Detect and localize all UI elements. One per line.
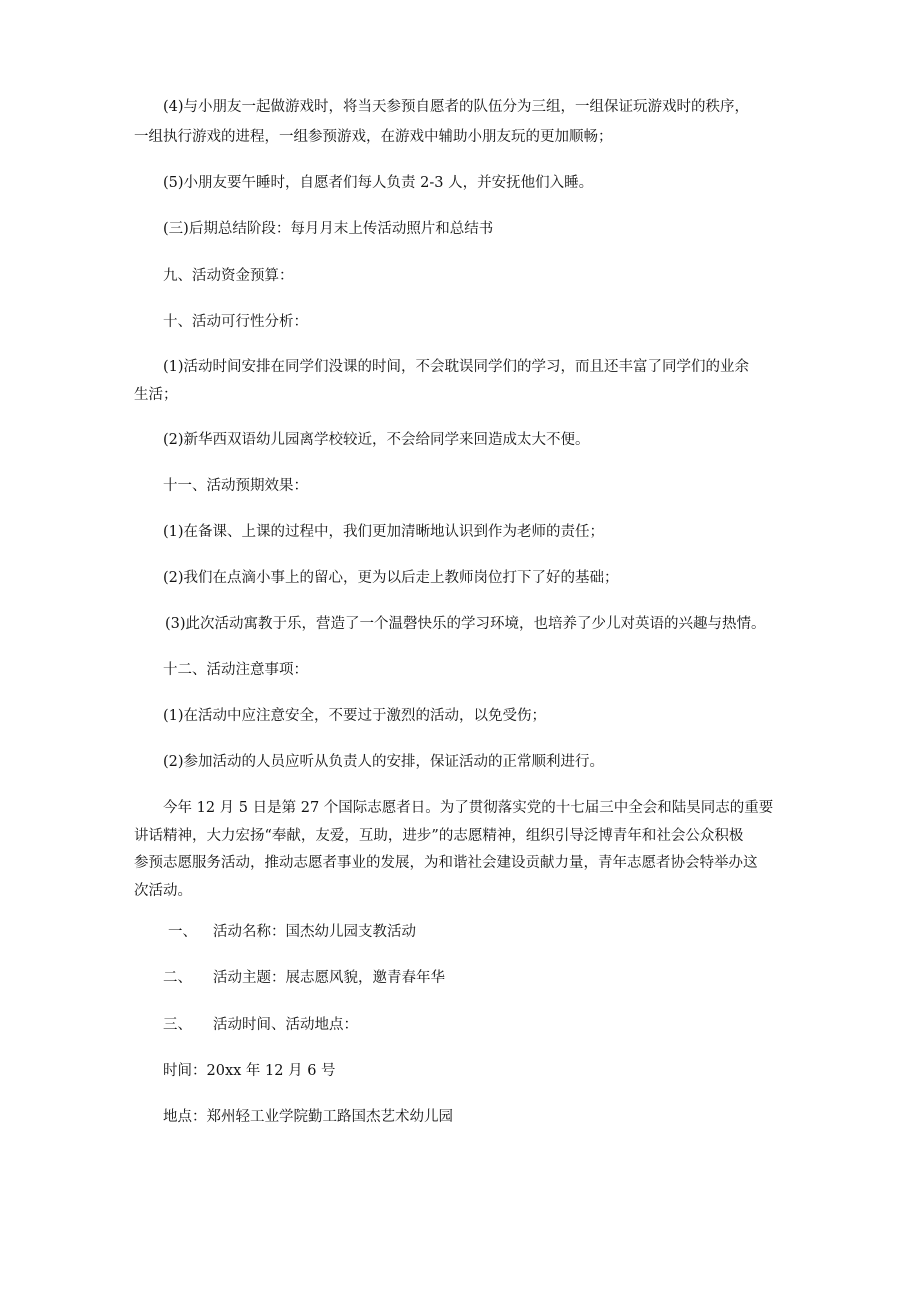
list-number: 二、	[163, 970, 192, 986]
text-line: 九、活动资金预算：	[163, 268, 294, 284]
text-line: (1)活动时间安排在同学们没课的时间，不会耽误同学们的学习，而且还丰富了同学们的业余	[163, 359, 750, 375]
text-line: (5)小朋友要午睡时，自愿者们每人负责 2-3 人，并安抚他们入睡。	[163, 175, 594, 191]
text-line: 讲话精神，大力宏扬“奉献，友爱，互助，进步”的志愿精神，组织引导泛博青年和社会公众积极	[134, 828, 744, 844]
text-line: 活动时间、活动地点：	[213, 1017, 358, 1033]
text-line: 一组执行游戏的进程，一组参预游戏，在游戏中辅助小朋友玩的更加顺畅；	[134, 129, 613, 145]
text-line: 地点：郑州轻工业学院勤工路国杰艺术幼儿园	[163, 1109, 453, 1125]
text-line: (1)在活动中应注意安全，不要过于激烈的活动，以免受伤；	[163, 708, 547, 724]
text-line: 活动主题：展志愿风貌，邀青春年华	[213, 970, 445, 986]
text-line: (3)此次活动寓教于乐，营造了一个温磬快乐的学习环境，也培养了少儿对英语的兴趣与热情。	[165, 616, 766, 632]
text-line: 次活动。	[134, 883, 192, 899]
text-line: (2)参加活动的人员应听从负责人的安排，保证活动的正常顺利进行。	[163, 754, 605, 770]
text-line: (2)我们在点滴小事上的留心，更为以后走上教师岗位打下了好的基础；	[163, 570, 619, 586]
text-line: 十一、活动预期效果：	[163, 478, 308, 494]
text-line: 参预志愿服务活动，推动志愿者事业的发展，为和谐社会建设贡献力量，青年志愿者协会特举办这	[134, 855, 758, 871]
text-line: 十、活动可行性分析：	[163, 314, 308, 330]
list-number: 一、	[168, 924, 197, 940]
list-number: 三、	[163, 1017, 192, 1033]
text-line: 活动名称：国杰幼儿园支教活动	[213, 924, 416, 940]
text-line: (2)新华西双语幼儿园离学校较近，不会给同学来回造成太大不便。	[163, 432, 590, 448]
text-line: 时间：20xx 年 12 月 6 号	[163, 1063, 336, 1079]
text-line: 生活；	[134, 387, 178, 403]
text-line: 今年 12 月 5 日是第 27 个国际志愿者日。为了贯彻落实党的十七届三中全会和陆昊同志的重要	[163, 800, 774, 816]
text-line: 十二、活动注意事项：	[163, 662, 308, 678]
text-line: (4)与小朋友一起做游戏时，将当天参预自愿者的队伍分为三组，一组保证玩游戏时的秩序，	[163, 99, 750, 115]
text-line: (三)后期总结阶段：每月月末上传活动照片和总结书	[163, 221, 494, 237]
text-line: (1)在备课、上课的过程中，我们更加清晰地认识到作为老师的责任；	[163, 524, 605, 540]
